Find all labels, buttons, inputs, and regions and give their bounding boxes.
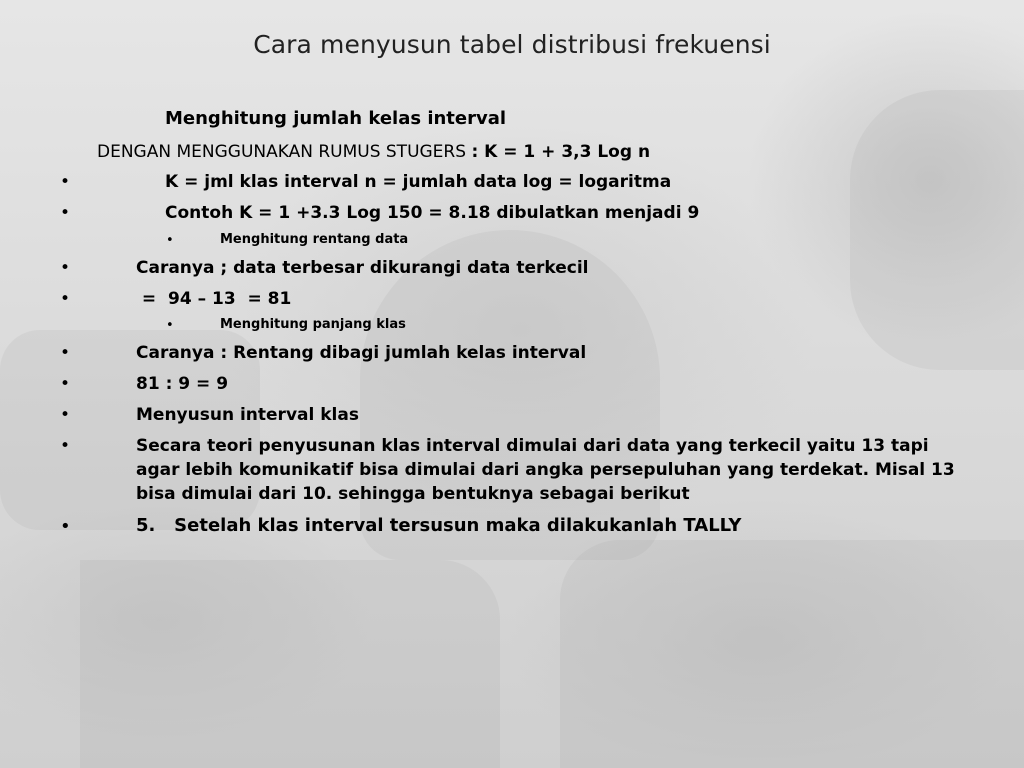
sub-heading-panjang: Menghitung panjang klas — [220, 317, 406, 332]
example-line: Contoh K = 1 +3.3 Log 150 = 8.18 dibulatkan menjadi 9 — [165, 203, 700, 223]
background-photo-shape — [850, 90, 1024, 370]
formula-line — [97, 142, 650, 162]
bullet-icon: • — [60, 172, 71, 192]
k-definition-line: K = jml klas interval n = jumlah data log = logaritma — [165, 172, 672, 192]
formula-prefix: DENGAN MENGGUNAKAN RUMUS STUGERS — [97, 142, 472, 162]
step-5-line: 5. Setelah klas interval tersusun maka dilakukanlah TALLY — [136, 515, 742, 536]
bullet-icon: • — [60, 436, 71, 456]
bullet-icon: • — [60, 374, 71, 394]
bullet-icon: • — [60, 516, 71, 537]
bullet-icon: • — [166, 318, 174, 333]
caranya-panjang-line: Caranya : Rentang dibagi jumlah kelas interval — [136, 343, 587, 363]
bullet-icon: • — [166, 233, 174, 248]
background-photo-shape — [360, 230, 660, 560]
length-calc-line: 81 : 9 = 9 — [136, 374, 229, 394]
caranya-rentang-line: Caranya ; data terbesar dikurangi data terkecil — [136, 258, 589, 278]
range-calc-line: = 94 – 13 = 81 — [136, 289, 292, 309]
heading-line: Menghitung jumlah kelas interval — [165, 108, 507, 129]
bullet-icon: • — [60, 289, 71, 309]
bullet-icon: • — [60, 405, 71, 425]
formula-text: : K = 1 + 3,3 Log n — [471, 142, 651, 162]
background-photo-shape — [560, 540, 1024, 768]
bullet-icon: • — [60, 258, 71, 278]
menyusun-line: Menyusun interval klas — [136, 405, 359, 425]
background-photo-shape — [80, 560, 500, 768]
bullet-icon: • — [60, 343, 71, 363]
bullet-icon: • — [60, 203, 71, 223]
sub-heading-rentang: Menghitung rentang data — [220, 232, 409, 247]
slide-title: Cara menyusun tabel distribusi frekuensi — [253, 30, 771, 59]
paragraph-text: Secara teori penyusunan klas interval dimulai dari data yang terkecil yaitu 13 tapi agar lebih komunikatif bisa dimulai dari angka persepuluhan yang terdekat. Misal 13 bisa dimulai dari 10. sehingga bentuknya sebagai berikut — [136, 436, 955, 504]
